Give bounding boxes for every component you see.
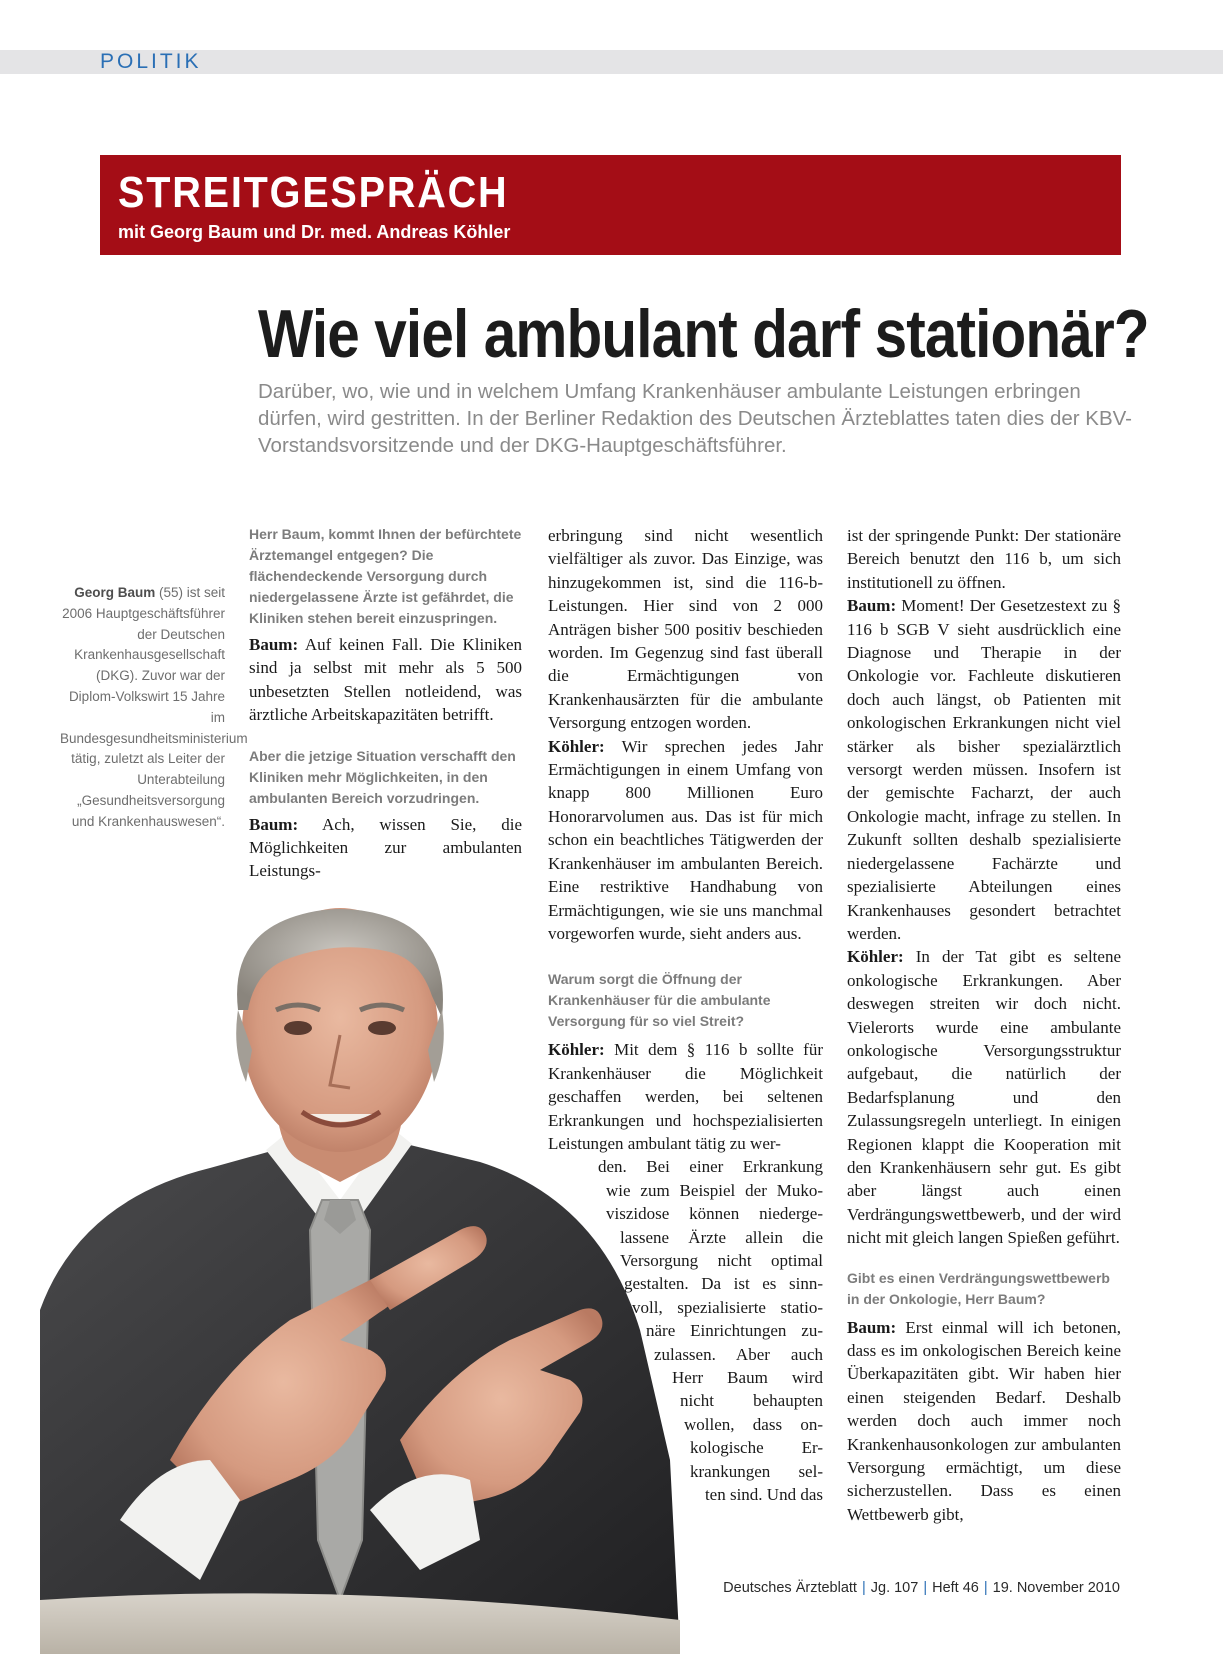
footer-volume: Jg. 107 [870,1580,919,1596]
answer-text: Ach, wissen Sie, die Möglichkeiten zur ambulanten Leistungs- [249,814,522,881]
article-lead: Darüber, wo, wie und in welchem Umfang Krankenhäuser ambulante Leistungen erbringen dürfen, wird gestritten. In der Berliner Redaktion des Deutschen Ärzteblattes taten dies der KBV-Vorstandsvorsitzende und der DKG-Hauptgeschäftsführer. [258,380,1132,457]
wrapped-line: zulassen. Aber auch [654,1344,823,1364]
wrapped-line: viszidose können niederge- [606,1204,823,1224]
wrapped-line: Herr Baum wird [672,1368,823,1387]
footer-separator: | [923,1580,928,1596]
wrapped-line: gestalten. Da ist es sinn- [624,1274,823,1294]
speaker-label: Baum: [249,635,299,654]
bio-text: (55) ist seit 2006 Hauptgeschäftsführer der Deutschen Krankenhausgesellschaft (DKG). Zuvor war der Diplom-Volkswirt 15 Jahre im Bundesgesundheitsministerium tätig, zuletzt als Leiter der Unterabteilung „Gesundheitsversorgung und Krankenhauswesen“. [60,585,248,829]
answer-text: Wir sprechen jedes Jahr Ermächtigungen in einem Umfang von knapp 800 Millionen Euro Honorarvolumen aus. Das ist für mich schon ein beachtliches Tätigwerden der Krankenhäuser im ambulanten Bereich. Eine restriktive Handhabung von Ermächtigungen, wie sie uns manchmal vorgeworfen wurde, sieht anders aus. [548,736,823,943]
wrapped-line: nicht behaupten [680,1391,823,1411]
answer-text: In der Tat gibt es seltene onkologische Erkrankungen. Aber deswegen streiten wir doch nicht. Vielerorts wurde eine ambulante onkologische Versorgungsstruktur aufgebaut, die natürlich der Bedarfsplanung und den Zulassungsregeln unterliegt. In einigen Regionen klappt die Kooperation mit den Krankenhäusern sehr gut. Es gibt aber längst auch einen Verdrängungswettbewerb, und der wird nicht mit gleich langen Spießen geführt. [847,947,1121,1248]
author-bio-sidebar [60,583,248,833]
answer-paragraph: ist der springende Punkt: Der stationäre Bereich benutzt den 116 b, um sich institutionell zu öffnen. [847,526,1121,592]
answer-text: Mit dem § 116 b sollte für Krankenhäuser die Möglichkeit geschaffen werden, bei seltenen Erkrankungen und hochspezialisierten Leistungen ambulant tätig zu wer- [548,1040,823,1153]
answer-paragraph [847,945,1121,1249]
footer-separator: | [983,1580,988,1596]
speaker-label: Baum: [847,596,897,616]
speaker-label: Köhler: [847,947,904,967]
speaker-label: Köhler: [548,736,605,756]
speaker-label: Köhler: [548,1040,605,1060]
speaker-label: Baum: [249,814,299,834]
answer-text: Erst einmal will ich betonen, dass es im onkologischen Bereich keine Überkapazitäten gibt. Wir haben hier einen steigenden Bedarf. Deshalb werden doch auch immer noch Krankenhausonkologen zur ambulanten Versorgung ermächtigt, um diese sicherzustellen. Dass es einen Wettbewerb gibt, [847,1317,1121,1524]
answer-paragraph [847,594,1121,945]
footer-issue: Heft 46 [932,1580,979,1596]
wrapped-line: Versorgung nicht optimal [620,1250,823,1270]
portrait-photo [40,900,680,1654]
answer-paragraph [249,633,522,727]
text-column-1 [249,524,522,883]
answer-text: Auf keinen Fall. Die Kliniken sind ja selbst mit mehr als 5 500 unbesetzten Stellen notleidend, was ärztliche Arbeitskapazitäten betrifft. [249,635,522,725]
answer-paragraph [249,813,522,883]
bio-name: Georg Baum [74,585,156,600]
text-column-3 [847,524,1121,1526]
wrapped-line: kologische Er- [690,1438,823,1458]
wrapped-line: näre Einrichtungen zu- [646,1321,823,1341]
interview-question: Warum sorgt die Öffnung der Krankenhäuser für die ambulante Versorgung für so viel Streit? [548,971,771,1030]
answer-paragraph [847,1316,1121,1527]
interview-question: Aber die jetzige Situation verschafft den Kliniken mehr Möglichkeiten, in den ambulanten Bereich vorzudringen. [249,747,516,806]
section-label: POLITIK [100,50,202,73]
answer-text: Moment! Der Gesetzestext zu § 116 b SGB V sieht ausdrücklich eine Diagnose und Therapie in der Onkologie vor. Fachleute diskutieren doch auch längst, ob Patienten mit onkologischen Erkrankungen nicht viel stärker als bisher spezialärztlich versorgt werden müssen. Insofern ist der gemischte Facharzt, der auch Onkologie macht, infrage zu stellen. In Zukunft sollten deshalb spezialisierte niedergelassene Fachärzte und spezialisierte Abteilungen eines Krankenhauses gesondert betrachtet werden. [847,596,1121,943]
footer-journal: Deutsches Ärzteblatt [723,1580,857,1596]
page-footer [680,1578,1120,1598]
interview-question: Gibt es einen Verdrängungswettbewerb in der Onkologie, Herr Baum? [847,1269,1110,1307]
banner-subtitle: mit Georg Baum und Dr. med. Andreas Köhler [118,222,511,242]
wrapped-line: voll, spezialisierte statio- [632,1297,823,1317]
wrapped-line: wie zum Beispiel der Muko- [606,1180,823,1200]
speaker-label: Baum: [847,1317,897,1337]
wrapped-line: den. Bei einer Erkrankung [598,1157,823,1177]
banner-title: STREITGESPRÄCH [118,168,509,217]
answer-paragraph: erbringung sind nicht wesentlich vielfältiger als zuvor. Das Einzige, was hinzugekommen ist, sind die 116-b-Leistungen. Hier sind von 2 000 Anträgen bisher 500 positiv beschieden worden. Im Gegenzug sind fast überall die Ermächtigungen von Krankenhausärzten für die ambulante Versorgung entzogen worden. [548,526,823,733]
wrapped-line: ten sind. Und das [704,1485,823,1505]
footer-separator: | [861,1580,866,1596]
wrapped-line: wollen, dass on- [684,1414,823,1434]
article-headline: Wie viel ambulant darf stationär? [258,296,1149,372]
footer-date: 19. November 2010 [992,1580,1120,1596]
portrait-illustration [40,900,680,1654]
wrapped-line: krankungen sel- [690,1461,823,1481]
streitgespraech-banner [100,155,1121,255]
interview-question: Herr Baum, kommt Ihnen der befürchtete Ärztemangel entgegen? Die flächendeckende Versorgung durch niedergelassene Ärzte ist gefährdet, die Kliniken stehen bereit einzuspringen. [249,526,522,626]
wrapped-line: lassene Ärzte allein die [620,1227,823,1247]
